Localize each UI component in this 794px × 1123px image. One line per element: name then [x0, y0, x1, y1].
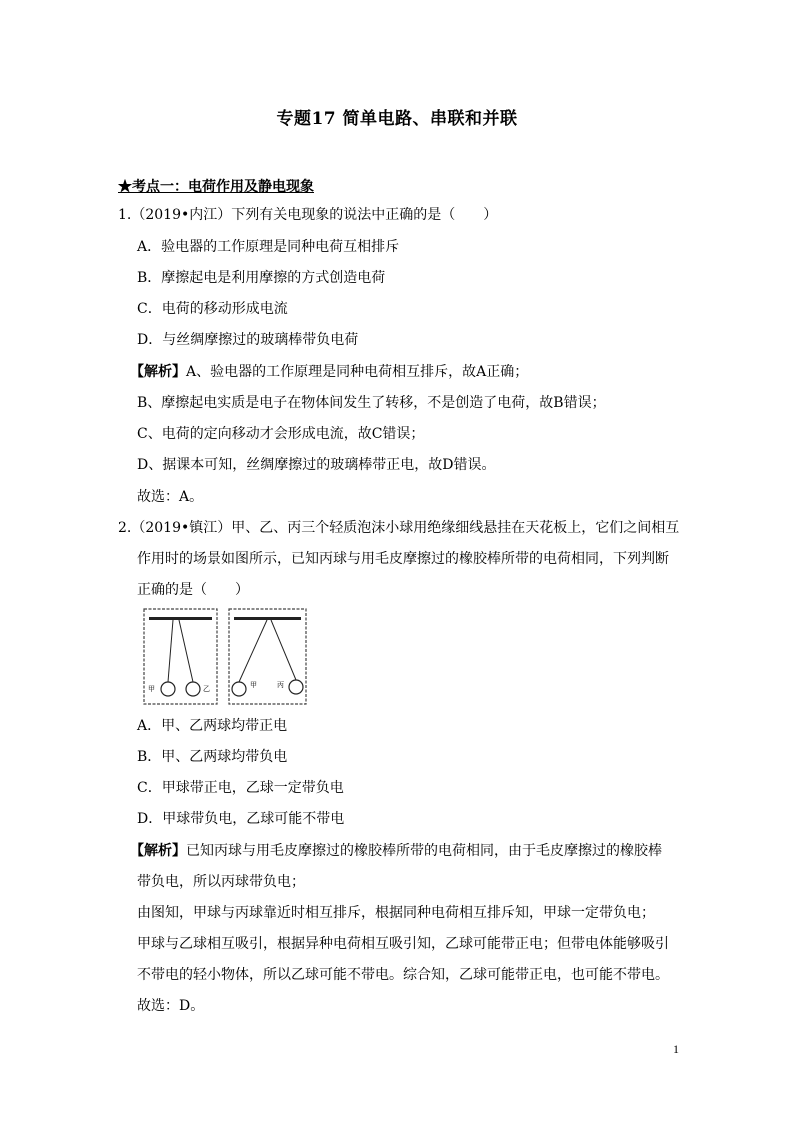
question-2-option-c: C．甲球带正电，乙球一定带负电 — [137, 780, 344, 796]
ball-bing — [289, 680, 303, 694]
thread-yi — [179, 620, 193, 682]
question-2-analysis-line: 不带电的轻小物体，所以乙球可能不带电。综合知，乙球可能带正电，也可能不带电。 — [137, 967, 669, 983]
question-2-stem-line: 2.（2019•镇江）甲、乙、丙三个轻质泡沫小球用绝缘细线悬挂在天花板上，它们之间相互 — [118, 520, 680, 536]
question-2-option-a: A．甲、乙两球均带正电 — [137, 718, 288, 734]
question-1-option-a: A．验电器的工作原理是同种电荷互相排斥 — [137, 239, 400, 255]
question-1-option-b: B．摩擦起电是利用摩擦的方式创造电荷 — [137, 270, 386, 286]
analysis-text: A、验电器的工作原理是同种电荷相互排斥，故A正确； — [186, 364, 529, 380]
pendulum-figure — [143, 608, 308, 706]
label-jia-left: 甲 — [148, 685, 155, 693]
analysis-label: 【解析】 — [130, 364, 186, 380]
thread-jia-left — [168, 620, 173, 682]
question-1-option-d: D．与丝绸摩擦过的玻璃棒带负电荷 — [137, 332, 359, 348]
question-1-option-c: C．电荷的移动形成电流 — [137, 301, 288, 317]
question-2-analysis-line: 由图知，甲球与丙球靠近时相互排斥，根据同种电荷相互排斥知，甲球一定带负电； — [137, 905, 655, 921]
ball-yi — [186, 682, 200, 696]
page-title: 专题17 简单电路、串联和并联 — [276, 109, 518, 129]
question-2-option-d: D．甲球带负电，乙球可能不带电 — [137, 811, 345, 827]
question-2-option-b: B．甲、乙两球均带负电 — [137, 749, 288, 765]
question-2-analysis-line: 带负电，所以丙球带负电； — [137, 874, 305, 890]
ceiling-bar-right — [234, 617, 301, 620]
question-2-stem-line: 正确的是（ ） — [137, 582, 249, 598]
analysis-text: 已知丙球与用毛皮摩擦过的橡胶棒所带的电荷相同，由于毛皮摩擦过的橡胶棒 — [186, 843, 662, 859]
question-1-analysis-line: D、据课本可知，丝绸摩擦过的玻璃棒带正电，故D错误。 — [137, 457, 496, 473]
thread-bing — [271, 620, 296, 680]
question-1-analysis — [130, 362, 528, 382]
question-1-analysis-line: B、摩擦起电实质是电子在物体间发生了转移，不是创造了电荷，故B错误； — [137, 395, 606, 411]
label-bing: 丙 — [277, 681, 284, 689]
ceiling-bar-left — [149, 617, 212, 620]
question-1-stem: 1.（2019•内江）下列有关电现象的说法中正确的是（ ） — [118, 207, 498, 223]
question-1-answer: 故选：A。 — [137, 489, 204, 505]
question-2-stem-line: 作用时的场景如图所示，已知丙球与用毛皮摩擦过的橡胶棒所带的电荷相同，下列判断 — [137, 551, 669, 567]
ball-jia-right — [232, 682, 246, 696]
label-yi: 乙 — [203, 685, 210, 693]
question-2-answer: 故选：D。 — [137, 998, 205, 1014]
question-2-analysis-line: 甲球与乙球相互吸引，根据异种电荷相互吸引知，乙球可能带正电；但带电体能够吸引 — [137, 936, 669, 952]
analysis-label: 【解析】 — [130, 843, 186, 859]
page-number: 1 — [673, 1042, 679, 1056]
section-heading: ★考点一：电荷作用及静电现象 — [118, 179, 314, 195]
ball-jia-left — [161, 682, 175, 696]
question-1-analysis-line: C、电荷的定向移动才会形成电流，故C错误； — [137, 426, 425, 442]
question-2-analysis — [130, 841, 662, 861]
label-jia-right: 甲 — [250, 681, 257, 689]
thread-jia-right — [239, 620, 267, 682]
